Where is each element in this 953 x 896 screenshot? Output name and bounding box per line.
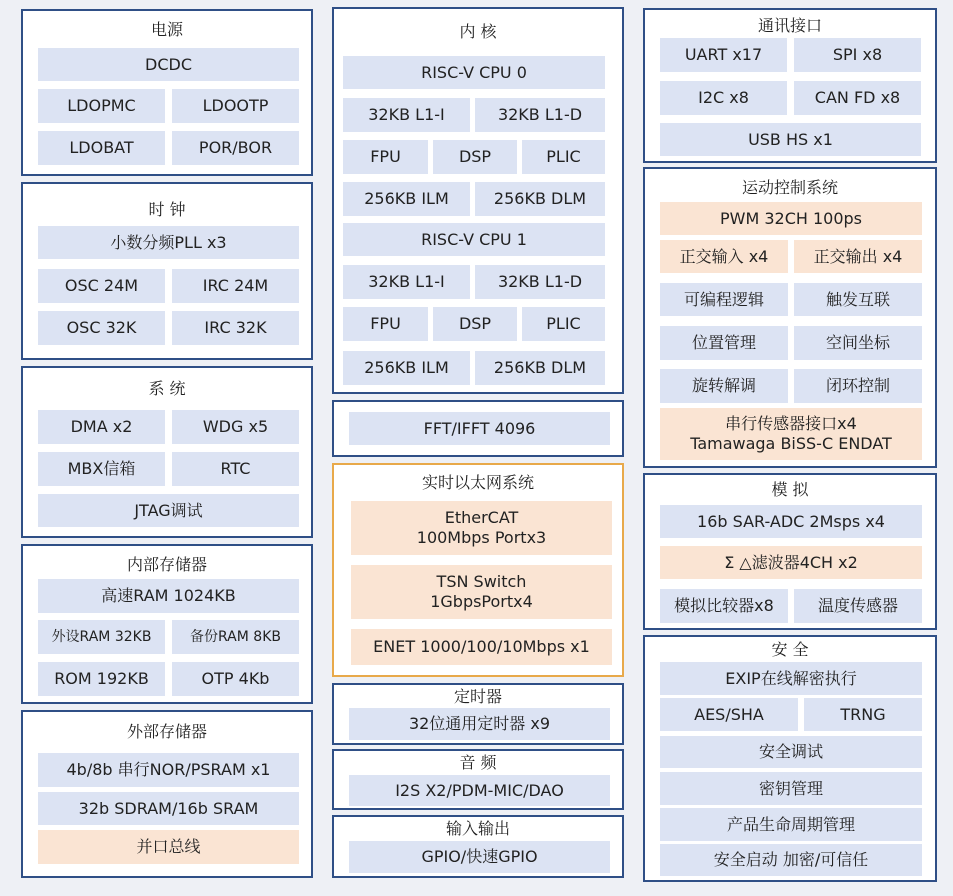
por-bor-block: POR/BOR bbox=[172, 131, 299, 165]
ldobat-block: LDOBAT bbox=[38, 131, 165, 165]
trng-block: TRNG bbox=[804, 698, 922, 731]
cpu1-plic-block: PLIC bbox=[522, 307, 605, 341]
communication-panel bbox=[643, 8, 937, 163]
cpu1-l1i-block: 32KB L1-I bbox=[343, 265, 470, 299]
external-memory-panel bbox=[21, 710, 313, 878]
audio-panel bbox=[332, 749, 624, 810]
system-title: 系 统 bbox=[148, 379, 186, 398]
osc32-block: OSC 32K bbox=[38, 311, 165, 345]
osc24-block: OSC 24M bbox=[38, 269, 165, 303]
dma-block: DMA x2 bbox=[38, 410, 165, 444]
coordinate-block: 空间坐标 bbox=[794, 326, 922, 360]
analog-panel bbox=[643, 473, 937, 630]
cpu0-l1i-block: 32KB L1-I bbox=[343, 98, 470, 132]
ldootp-block: LDOOTP bbox=[172, 89, 299, 123]
sdram-block: 32b SDRAM/16b SRAM bbox=[38, 792, 299, 825]
position-block: 位置管理 bbox=[660, 326, 788, 360]
communication-title: 通讯接口 bbox=[757, 16, 822, 35]
pwm-block: PWM 32CH 100ps bbox=[660, 202, 922, 235]
lifecycle-block: 产品生命周期管理 bbox=[660, 808, 922, 841]
high-speed-ram-block: 高速RAM 1024KB bbox=[38, 579, 299, 613]
temp-sensor-block: 温度传感器 bbox=[794, 589, 922, 623]
audio-title: 音 频 bbox=[459, 753, 497, 772]
usb-block: USB HS x1 bbox=[660, 123, 921, 156]
cpu0-dlm-block: 256KB DLM bbox=[475, 182, 605, 216]
serial-nor-block: 4b/8b 串行NOR/PSRAM x1 bbox=[38, 753, 299, 787]
tsn-switch-block bbox=[351, 565, 612, 619]
power-title: 电源 bbox=[150, 20, 183, 39]
serial-sensor-protocols: Tamawaga BiSS-C ENDAT bbox=[690, 434, 892, 453]
fft-panel bbox=[332, 400, 624, 457]
secure-debug-block: 安全调试 bbox=[660, 736, 922, 768]
qeo-block: 正交输出 x4 bbox=[794, 240, 922, 273]
cpu0-block: RISC-V CPU 0 bbox=[343, 56, 605, 89]
internal-memory-title: 内部存储器 bbox=[126, 555, 207, 574]
qei-block: 正交输入 x4 bbox=[660, 240, 788, 273]
spi-block: SPI x8 bbox=[794, 38, 921, 72]
cpu0-fpu-block: FPU bbox=[343, 140, 428, 174]
internal-memory-panel bbox=[21, 544, 313, 704]
canfd-block: CAN FD x8 bbox=[794, 81, 921, 115]
ethercat-block bbox=[351, 501, 612, 555]
comparator-block: 模拟比较器x8 bbox=[660, 589, 788, 623]
motion-control-title: 运动控制系统 bbox=[741, 178, 838, 197]
ethercat-label: EtherCAT bbox=[444, 508, 519, 527]
exip-block: EXIP在线解密执行 bbox=[660, 662, 922, 695]
power-panel bbox=[21, 9, 313, 176]
core-title: 内 核 bbox=[459, 22, 497, 41]
ldopmc-block: LDOPMC bbox=[38, 89, 165, 123]
jtag-block: JTAG调试 bbox=[38, 494, 299, 527]
pll-block: 小数分频PLL x3 bbox=[38, 226, 299, 259]
mbx-block: MBX信箱 bbox=[38, 452, 165, 486]
serial-sensor-block bbox=[660, 408, 922, 460]
irc24-block: IRC 24M bbox=[172, 269, 299, 303]
gpio-block: GPIO/快速GPIO bbox=[349, 841, 610, 873]
external-memory-title: 外部存储器 bbox=[126, 722, 207, 741]
parallel-bus-block: 并口总线 bbox=[38, 830, 299, 864]
timer-panel bbox=[332, 683, 624, 745]
closed-loop-block: 闭环控制 bbox=[794, 369, 922, 403]
cpu1-dlm-block: 256KB DLM bbox=[475, 351, 605, 385]
dcdc-block: DCDC bbox=[38, 48, 299, 81]
io-panel bbox=[332, 815, 624, 878]
tsn-ports: 1GbpsPortx4 bbox=[430, 592, 533, 611]
cpu1-fpu-block: FPU bbox=[343, 307, 428, 341]
uart-block: UART x17 bbox=[660, 38, 787, 72]
security-title: 安 全 bbox=[771, 640, 809, 659]
enet-block: ENET 1000/100/10Mbps x1 bbox=[351, 629, 612, 665]
trigger-block: 触发互联 bbox=[794, 283, 922, 316]
cpu0-dsp-block: DSP bbox=[433, 140, 517, 174]
sigma-delta-block: Σ △滤波器4CH x2 bbox=[660, 546, 922, 579]
aes-sha-block: AES/SHA bbox=[660, 698, 798, 731]
backup-ram-block: 备份RAM 8KB bbox=[172, 620, 299, 654]
cpu0-l1d-block: 32KB L1-D bbox=[475, 98, 605, 132]
ethernet-panel bbox=[332, 463, 624, 677]
fft-block: FFT/IFFT 4096 bbox=[349, 412, 610, 445]
cpu1-l1d-block: 32KB L1-D bbox=[475, 265, 605, 299]
serial-sensor-label: 串行传感器接口x4 bbox=[725, 414, 857, 433]
cpu1-dsp-block: DSP bbox=[433, 307, 517, 341]
rom-block: ROM 192KB bbox=[38, 662, 165, 696]
plb-block: 可编程逻辑 bbox=[660, 283, 788, 316]
tsn-label: TSN Switch bbox=[436, 572, 527, 591]
motion-control-panel bbox=[643, 167, 937, 468]
key-management-block: 密钥管理 bbox=[660, 772, 922, 805]
otp-block: OTP 4Kb bbox=[172, 662, 299, 696]
wdg-block: WDG x5 bbox=[172, 410, 299, 444]
io-title: 输入输出 bbox=[445, 819, 510, 838]
resolver-block: 旋转解调 bbox=[660, 369, 788, 403]
core-panel bbox=[332, 7, 624, 394]
ethercat-ports: 100Mbps Portx3 bbox=[416, 528, 547, 547]
system-panel bbox=[21, 366, 313, 538]
cpu0-plic-block: PLIC bbox=[522, 140, 605, 174]
rtc-block: RTC bbox=[172, 452, 299, 486]
clock-panel bbox=[21, 182, 313, 360]
timer-title: 定时器 bbox=[453, 687, 502, 706]
audio-block: I2S X2/PDM-MIC/DAO bbox=[349, 775, 610, 806]
cpu0-ilm-block: 256KB ILM bbox=[343, 182, 470, 216]
secure-boot-block: 安全启动 加密/可信任 bbox=[660, 844, 922, 876]
clock-title: 时 钟 bbox=[148, 200, 186, 219]
peripheral-ram-block: 外设RAM 32KB bbox=[38, 620, 165, 654]
cpu1-block: RISC-V CPU 1 bbox=[343, 223, 605, 256]
i2c-block: I2C x8 bbox=[660, 81, 787, 115]
irc32-block: IRC 32K bbox=[172, 311, 299, 345]
analog-title: 模 拟 bbox=[771, 480, 809, 499]
security-panel bbox=[643, 635, 937, 882]
adc-block: 16b SAR-ADC 2Msps x4 bbox=[660, 505, 922, 538]
timer-block: 32位通用定时器 x9 bbox=[349, 708, 610, 740]
cpu1-ilm-block: 256KB ILM bbox=[343, 351, 470, 385]
ethernet-title: 实时以太网系统 bbox=[421, 473, 534, 492]
